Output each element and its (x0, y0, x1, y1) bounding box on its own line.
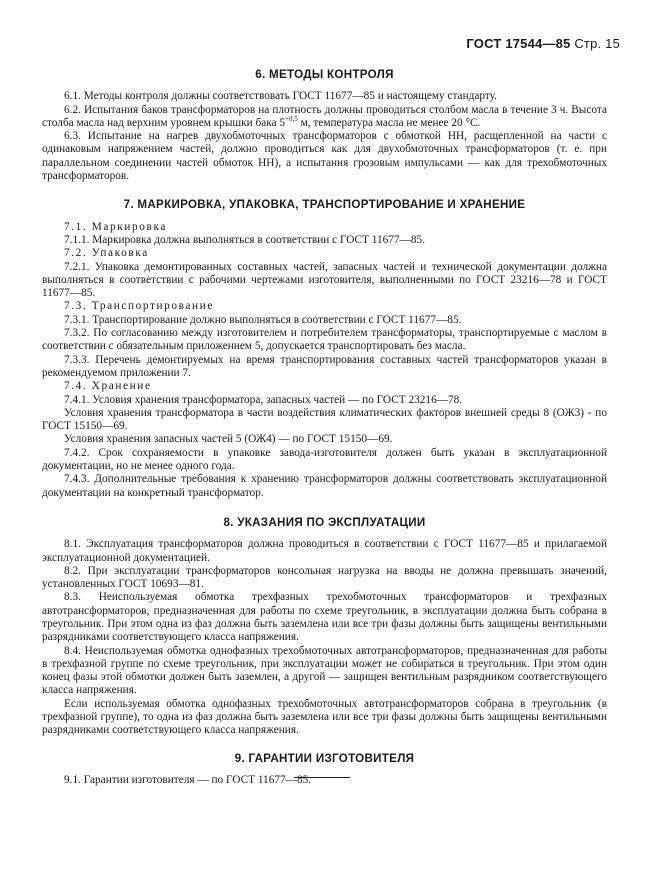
paragraph-7-1: 7.1. Маркировка (64, 220, 167, 233)
paragraph-8-4: 8.4. Неиспользуемая обмотка однофазных трехобмоточных автотрансформаторов, предназначенная для работы в трехфазной группе по схеме треугольник, при эксплуатации может не собираться в треугольник. При этом один конец фазы этой обмотки должен быть заземлен, а другой — защищен вентильным разрядником соответствующего класса напряжения. (42, 644, 607, 697)
paragraph-7-3-1: 7.3.1. Транспортирование должно выполняться в соответствии с ГОСТ 11677—85. (64, 313, 462, 326)
paragraph-7-2-1: 7.2.1. Упаковка демонтированных составных частей, запасных частей и технической документации должна выполняться в соответствии с рабочими чертежами изготовителя, выполненными по ГОСТ 23216—78 и ГОСТ 11677—85. (42, 260, 607, 300)
section-8-title: 8. УКАЗАНИЯ ПО ЭКСПЛУАТАЦИИ (223, 515, 426, 529)
page-header (466, 36, 620, 51)
paragraph-6-3: 6.3. Испытание на нагрев двухобмоточных трансформаторов с обмоткой НН, расщепленной на части с одинаковым напряжением частей, должно проводиться как для двухобмоточных трансформаторов (т. е. при параллельном соединении частей обмоток НН), а испытания грозовым импульсами — как для трехобмоточных трансформаторов. (42, 130, 607, 183)
section-6-title: 6. МЕТОДЫ КОНТРОЛЯ (255, 68, 394, 81)
paragraph-7-3-2: 7.3.2. По согласованию между изготовителем и потребителем трансформаторы, транспортируемые с маслом в соответствии с обязательным приложением 5, допускается транспортировать без масла. (42, 327, 607, 353)
paragraph-7-3-3: 7.3.3. Перечень демонтируемых на время транспортирования составных частей трансформаторов указан в рекомендуемом приложении 7. (42, 353, 607, 379)
tolerance-superscript: +0,5 (285, 115, 298, 124)
paragraph-7-1-1: 7.1.1. Маркировка должна выполняться в соответствии с ГОСТ 11677—85. (64, 233, 426, 246)
paragraph-7-3: 7.3. Транспортирование (64, 300, 214, 313)
paragraph-7-4-1-climate: Условия хранения трансформатора в части воздействия климатических факторов внешней среды 8 (ОЖ3) - по ГОСТ 15150—69. (42, 406, 607, 433)
paragraph-8-3: 8.3. Неиспользуемая обмотка трехфазных трехобмоточных трансформаторов и трехфазных автотрансформаторов, предназначенная для работы по схеме треугольник, в эксплуатации должна быть собрана в треугольник. При этом одна из фаз должна быть заземлена или все три фазы должны быть защищены вентильными разрядниками соответствующего класса напряжения. (42, 591, 607, 644)
standard-number: ГОСТ 17544—85 (466, 36, 571, 51)
paragraph-7-4-1-spares: Условия хранения запасных частей 5 (ОЖ4) — по ГОСТ 15150—69. (64, 433, 393, 446)
paragraph-8-4-note: Если используемая обмотка однофазных трехобмоточных автотрансформаторов собрана в треугольник (в трехфазной группе), то одна из фаз должна быть заземлена или все три фазы должны быть защищены вентильными разрядниками соответствующего класса напряжения. (42, 697, 607, 737)
paragraph-8-2: 8.2. При эксплуатации трансформаторов консольная нагрузка на вводы не должна превышать значений, установленных ГОСТ 10693—81. (42, 564, 607, 591)
paragraph-7-4-2: 7.4.2. Срок сохраняемости в упаковке завода-изготовителя должен быть указан в эксплуатационной документации, но не менее одного года. (42, 446, 607, 473)
section-9-title: 9. ГАРАНТИИ ИЗГОТОВИТЕЛЯ (234, 751, 415, 765)
paragraph-6-2: 6.2. Испытания баков трансформаторов на плотность должны проводиться столбом масла в течение 3 ч. Высота столба масла над верхним уровнем крышки бака $5^{+0,5}$ м, температура масла не менее 20 °С. (42, 103, 607, 129)
paragraph-6-1: 6.1. Методы контроля должны соответствовать ГОСТ 11677—85 и настоящему стандарту. (64, 90, 498, 103)
paragraph-7-4: 7.4. Хранение (64, 380, 152, 393)
paragraph-9-1: 9.1. Гарантии изготовителя — по ГОСТ 11677—85. (64, 773, 312, 786)
paragraph-7-4-3: 7.4.3. Дополнительные требования к хранению трансформаторов должны соответствовать эксплуатационной документации на конкретный трансформатор. (42, 473, 607, 499)
page-content (42, 68, 607, 787)
paragraph-8-1: 8.1. Эксплуатация трансформаторов должна проводиться в соответствии с ГОСТ 11677—85 и прилагаемой эксплуатационной документацией. (42, 538, 607, 564)
paragraph-7-2: 7.2. Упаковка (64, 247, 149, 260)
page-number: Стр. 15 (574, 36, 620, 51)
section-7-title: 7. МАРКИРОВКА, УПАКОВКА, ТРАНСПОРТИРОВАНИЕ И ХРАНЕНИЕ (123, 198, 526, 212)
paragraph-7-4-1: 7.4.1. Условия хранения трансформатора, запасных частей — по ГОСТ 23216—78. (64, 393, 463, 406)
end-rule (294, 777, 350, 778)
